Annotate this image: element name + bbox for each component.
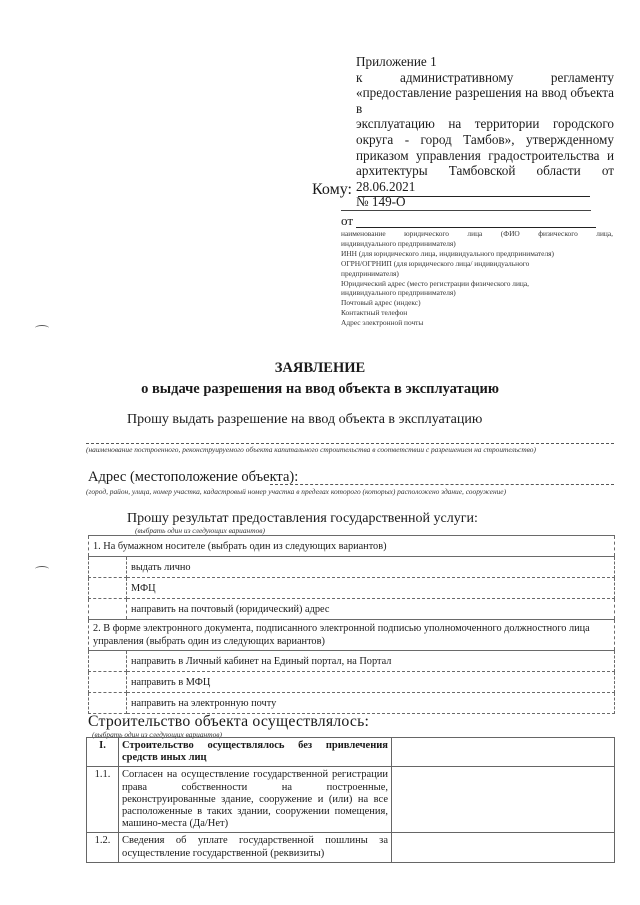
- table-row: [89, 672, 615, 693]
- option-checkbox[interactable]: [89, 693, 127, 714]
- applicant-hint: ИНН (для юридического лица, индивидуального предпринимателя): [341, 248, 554, 258]
- table-row: [87, 738, 615, 767]
- row-text: Сведения об уплате государственной пошлины за осуществление государственной (реквизиты): [119, 833, 392, 862]
- request-text: Прошу выдать разрешение на ввод объекта в эксплуатацию: [127, 412, 483, 427]
- paper-option-header: 1. На бумажном носителе (выбрать один из следующих вариантов): [89, 536, 615, 557]
- option-label: направить в МФЦ: [127, 672, 615, 693]
- option-label: выдать лично: [127, 557, 615, 578]
- construction-note: (выбрать один из следующих вариантов): [92, 730, 222, 739]
- option-checkbox[interactable]: [89, 651, 127, 672]
- applicant-hint: Контактный телефон: [341, 308, 408, 318]
- option-label: направить на почтовый (юридический) адрес: [127, 599, 615, 620]
- annex-line: эксплуатацию на территории городского: [356, 116, 614, 132]
- row-value-field[interactable]: [392, 833, 615, 862]
- table-row: [89, 599, 615, 620]
- address-field[interactable]: [270, 484, 614, 485]
- applicant-hint: индивидуального предпринимателя): [341, 288, 456, 298]
- result-note: (выбрать один из следующих вариантов): [135, 526, 265, 535]
- applicant-hint: предпринимателя): [341, 268, 399, 278]
- table-row: [87, 767, 615, 833]
- address-label: Адрес (местоположение объекта):: [88, 469, 299, 485]
- margin-mark: [35, 566, 49, 572]
- applicant-hint: Почтовый адрес (индекс): [341, 298, 421, 308]
- annex-line: к административному регламенту: [356, 69, 614, 85]
- option-checkbox[interactable]: [89, 557, 127, 578]
- object-name-note: (наименование построенного, реконструируемого объекта капитального строительства в соответствии с разрешением на строительство): [86, 445, 536, 454]
- table-row: [87, 833, 615, 862]
- margin-mark: [35, 325, 49, 331]
- komu-field-line-2[interactable]: [341, 210, 591, 211]
- annex-line: Приложение 1: [356, 54, 437, 69]
- applicant-hint: Адрес электронной почты: [341, 318, 424, 328]
- komu-field[interactable]: [358, 196, 590, 197]
- annex-block: [356, 54, 614, 210]
- table-row: [89, 651, 615, 672]
- document-subtitle: о выдаче разрешения на ввод объекта в эксплуатацию: [141, 381, 499, 397]
- result-label: Прошу результат предоставления государственной услуги:: [127, 511, 478, 526]
- row-number: 1.1.: [87, 767, 119, 833]
- object-name-field[interactable]: [86, 443, 614, 444]
- annex-line: приказом управления градостроительства и: [356, 147, 614, 163]
- row-text: Строительство осуществлялось без привлечения средств иных лиц: [119, 738, 392, 767]
- row-text: Согласен на осуществление государственной регистрации права собственности на построенные, реконструированные здание, сооружение и (или) на все расположенные в таких здании, сооружении помещения, машино-места (Да/Нет): [119, 767, 392, 833]
- table-row: [89, 557, 615, 578]
- option-label: МФЦ: [127, 578, 615, 599]
- applicant-hint: Юридический адрес (место регистрации физического лица,: [341, 278, 530, 288]
- option-label: направить в Личный кабинет на Единый портал, на Портал: [127, 651, 615, 672]
- applicant-hints: [341, 229, 613, 328]
- annex-line: округа - город Тамбов», утвержденному: [356, 131, 614, 147]
- annex-line: «предоставление разрешения на ввод объекта в: [356, 85, 614, 116]
- construction-table: [86, 737, 615, 863]
- result-options-table: [88, 535, 615, 714]
- row-number: I.: [87, 738, 119, 767]
- table-row: [89, 693, 615, 714]
- option-checkbox[interactable]: [89, 578, 127, 599]
- applicant-hint: индивидуального предпринимателя): [341, 238, 456, 248]
- row-value-field[interactable]: [392, 738, 615, 767]
- applicant-hint: ОГРН/ОГРНИП (для юридического лица/ индивидуального: [341, 258, 530, 268]
- option-label: направить на электронную почту: [127, 693, 615, 714]
- annex-line: архитектуры Тамбовской области от 28.06.2021: [356, 163, 614, 194]
- table-row: [89, 578, 615, 599]
- ot-label: от: [341, 213, 354, 228]
- annex-line: № 149-О: [356, 194, 406, 210]
- applicant-field[interactable]: [356, 227, 596, 228]
- applicant-hint: наименование юридического лица (ФИО физического лица,: [341, 229, 613, 238]
- option-checkbox[interactable]: [89, 599, 127, 620]
- construction-label: Строительство объекта осуществлялось:: [88, 713, 370, 730]
- document-title: ЗАЯВЛЕНИЕ: [274, 360, 366, 376]
- komu-label: Кому:: [312, 181, 352, 198]
- option-checkbox[interactable]: [89, 672, 127, 693]
- row-number: 1.2.: [87, 833, 119, 862]
- row-value-field[interactable]: [392, 767, 615, 833]
- address-note: (город, район, улица, номер участка, кадастровый номер участка в пределах которого (которых) расположено здание, сооружение): [86, 487, 507, 496]
- electronic-option-header: 2. В форме электронного документа, подписанного электронной подписью уполномоченного должностного лица управления (выбрать один из следующих вариантов): [89, 620, 615, 651]
